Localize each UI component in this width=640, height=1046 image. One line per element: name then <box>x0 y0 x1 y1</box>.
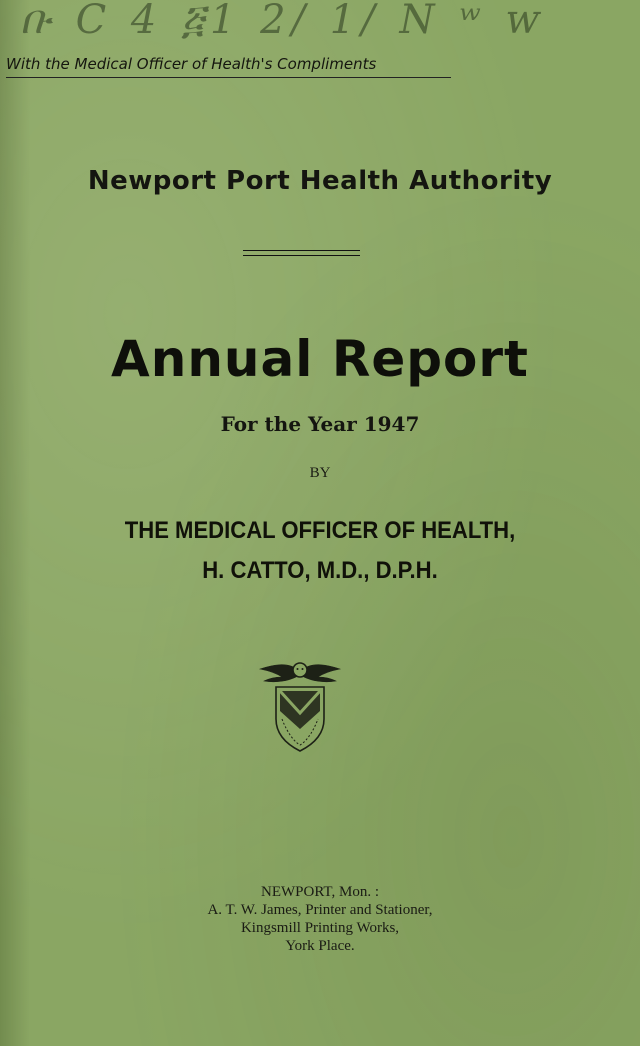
imprint-line: A. T. W. James, Printer and Stationer, <box>207 902 433 918</box>
imprint-line: Kingsmill Printing Works, <box>240 920 400 936</box>
double-rule-divider <box>243 250 360 256</box>
report-title: Annual Report <box>111 330 529 388</box>
officer-name: H. CATTO, M.D., D.P.H. <box>202 557 438 584</box>
authority-heading: Newport Port Health Authority <box>87 166 553 196</box>
imprint-line: York Place. <box>285 938 355 954</box>
compliments-line: With the Medical Officer of Health's Compliments <box>6 55 451 78</box>
by-line: BY <box>309 465 331 481</box>
handwritten-annotation: ቡ C 4 ፭1 2/ 1/ N ʷ ᴡ <box>20 0 546 43</box>
imprint-line: NEWPORT, Mon. : <box>261 884 379 900</box>
printer-imprint <box>0 883 640 955</box>
report-year: For the Year 1947 <box>220 412 420 436</box>
officer-title: THE MEDICAL OFFICER OF HEALTH, <box>124 517 516 544</box>
crest-emblem-icon <box>258 655 342 755</box>
